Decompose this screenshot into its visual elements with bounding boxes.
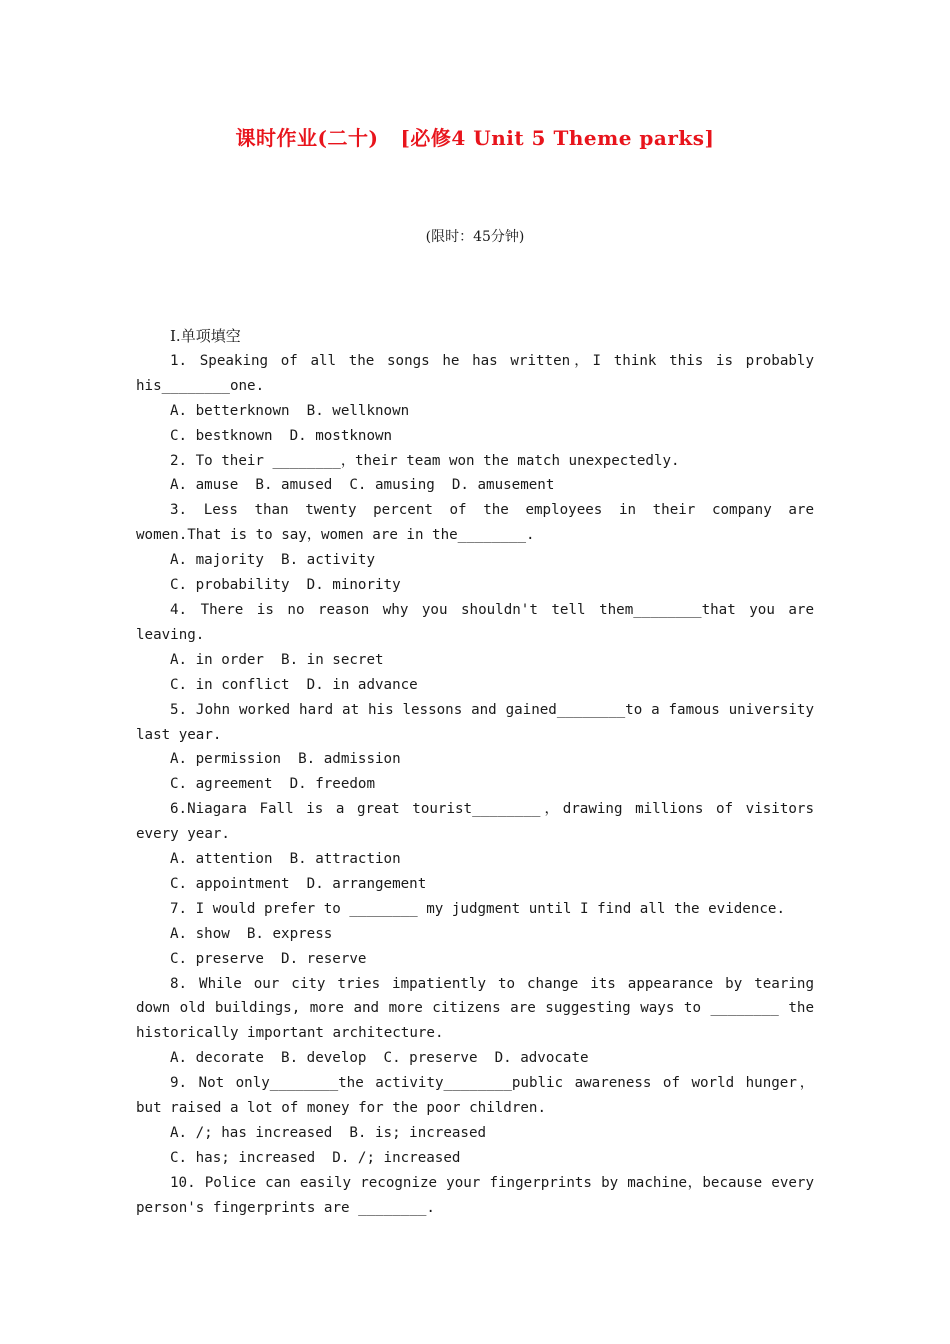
- question-text: 1. Speaking of all the songs he has written，I think this is probably his________one.: [136, 352, 814, 394]
- question-item: [136, 797, 814, 897]
- answer-options: C. agreement D. freedom: [170, 776, 375, 793]
- question-text: 2. To their ________，their team won the match unexpectedly.: [170, 452, 680, 469]
- title-unit: [必修4 Unit 5 Theme parks]: [400, 126, 715, 150]
- question-text: 8. While our city tries impatiently to change its appearance by tearing down old buildings, more and more citizens are suggesting ways to ________ the historically important architecture.: [136, 975, 814, 1042]
- answer-options: A. in order B. in secret: [170, 651, 384, 668]
- answer-options: C. has; increased D. /; increased: [170, 1149, 461, 1166]
- question-list: [136, 349, 814, 1221]
- answer-options: A. show B. express: [170, 925, 333, 942]
- question-item: [136, 897, 814, 972]
- answer-options: C. probability D. minority: [170, 577, 401, 594]
- answer-options: C. preserve D. reserve: [170, 950, 367, 967]
- question-item: [136, 698, 814, 798]
- answer-options: A. permission B. admission: [170, 751, 401, 768]
- question-item: [136, 1071, 814, 1171]
- answer-options: A. /; has increased B. is; increased: [170, 1125, 487, 1141]
- page-title: [0, 122, 950, 151]
- time-limit: (限时：45分钟): [425, 229, 525, 245]
- title-chinese: 课时作业(二十): [235, 126, 379, 150]
- answer-options: A. betterknown B. wellknown: [170, 402, 410, 419]
- section-title: Ⅰ.单项填空: [170, 327, 241, 345]
- question-item: [136, 349, 814, 449]
- question-text: 3. Less than twenty percent of the employees in their company are women.That is to say，women are in the________.: [136, 502, 814, 544]
- question-text: 9. Not only________the activity________public awareness of world hunger，but raised a lot of money for the poor children.: [136, 1075, 814, 1117]
- question-text: 4. There is no reason why you shouldn't tell them________that you are leaving.: [136, 601, 814, 643]
- question-item: [136, 972, 814, 1072]
- exercise-content: [136, 324, 814, 1221]
- answer-options: A. amuse B. amused C. amusing D. amusement: [170, 477, 555, 494]
- answer-options: C. appointment D. arrangement: [170, 875, 427, 892]
- question-item: [136, 598, 814, 698]
- question-text: 7. I would prefer to ________ my judgment until I find all the evidence.: [170, 900, 785, 917]
- question-text: 10. Police can easily recognize your fingerprints by machine，because every person's fingerprints are ________.: [136, 1174, 814, 1216]
- answer-options: A. decorate B. develop C. preserve D. advocate: [170, 1050, 589, 1067]
- question-item: [136, 498, 814, 598]
- question-text: 5. John worked hard at his lessons and gained________to a famous university last year.: [136, 701, 814, 743]
- answer-options: A. attention B. attraction: [170, 851, 401, 868]
- question-item: [136, 1171, 814, 1221]
- answer-options: A. majority B. activity: [170, 552, 375, 569]
- answer-options: C. bestknown D. mostknown: [170, 427, 393, 444]
- question-item: [136, 449, 814, 499]
- answer-options: C. in conflict D. in advance: [170, 676, 418, 693]
- question-text: 6.Niagara Fall is a great tourist________，drawing millions of visitors every year.: [136, 801, 814, 843]
